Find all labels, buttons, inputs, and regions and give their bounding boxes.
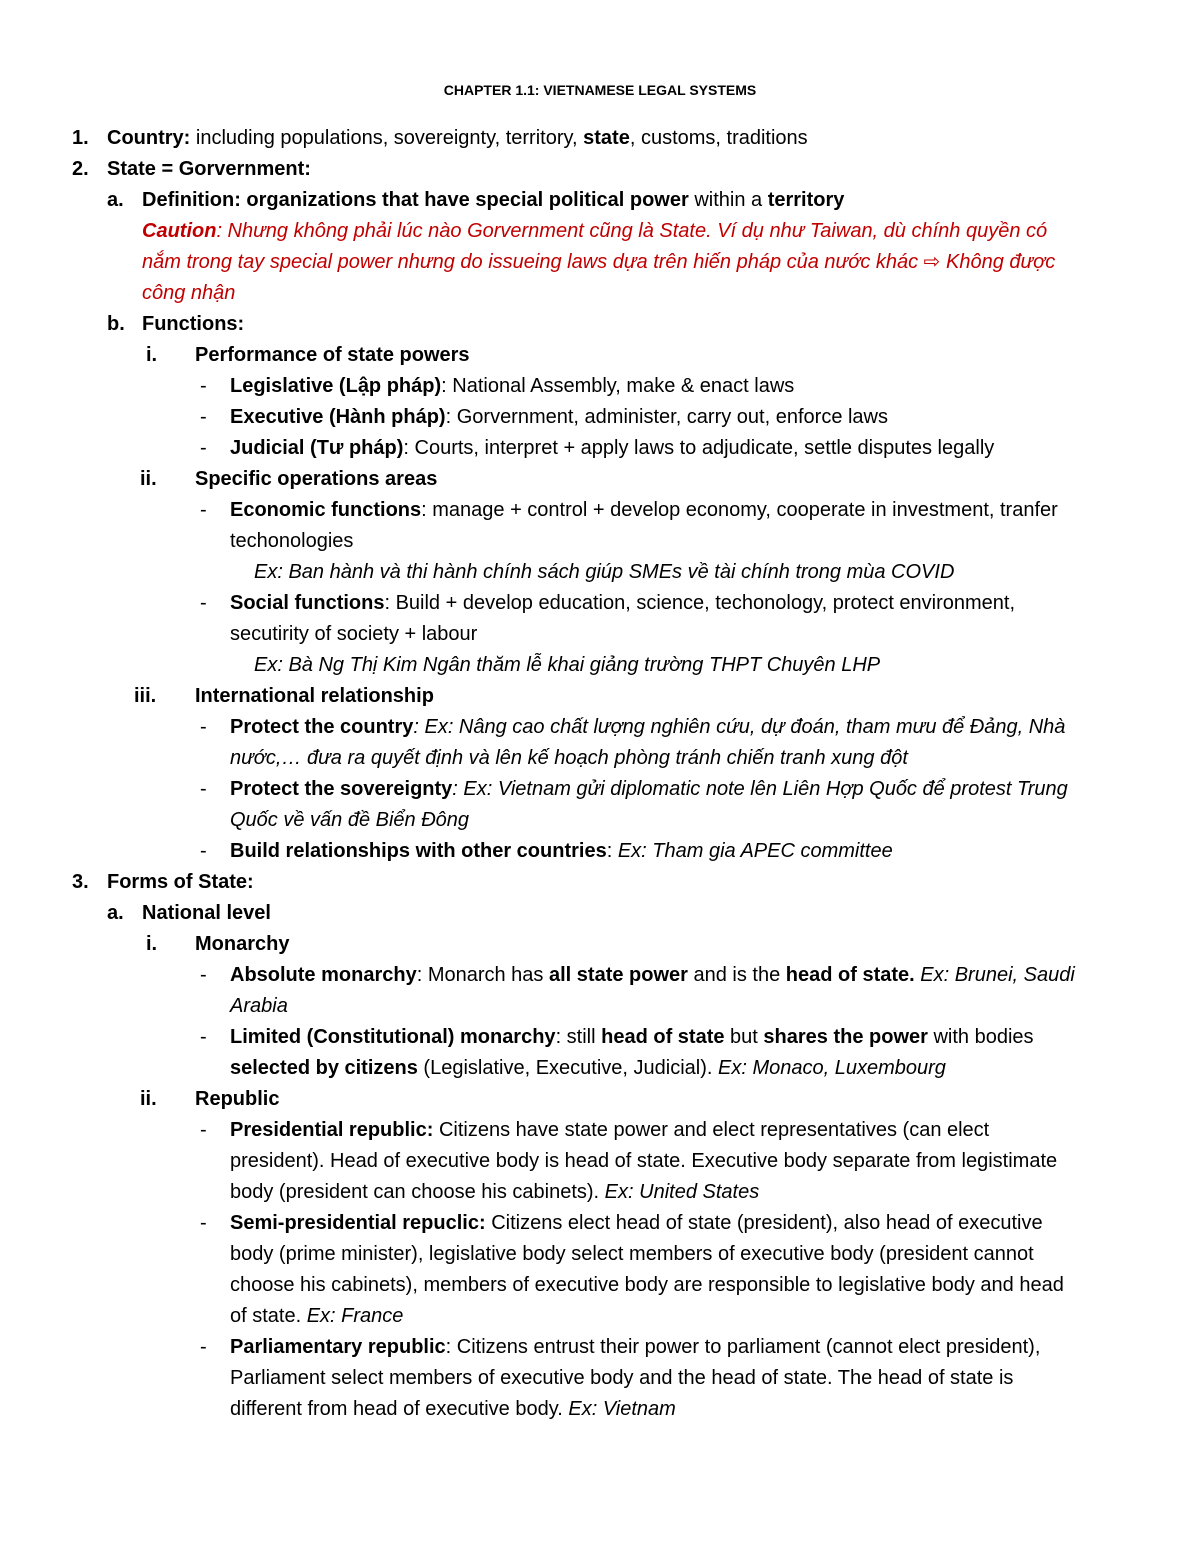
- performance-heading: Performance of state powers: [195, 344, 470, 366]
- presidential-line-2: president). Head of executive body is head of state. Executive body separate from legistimate: [230, 1150, 1058, 1172]
- dash-bullet: -: [200, 1026, 207, 1048]
- list-roman: i.: [146, 344, 158, 366]
- definition-line: Definition: organizations that have special political power within a territory: [142, 189, 845, 211]
- semi-presidential-line-4: of state. Ex: France: [230, 1305, 404, 1327]
- limited-monarchy-line-1: Limited (Constitutional) monarchy: still head of state but shares the power with bodies: [230, 1026, 1034, 1048]
- national-level-heading: National level: [142, 902, 271, 924]
- state-heading: State = Gorvernment:: [107, 158, 311, 180]
- republic-heading: Republic: [195, 1088, 280, 1110]
- caution-line-2: nắm trong tay special power nhưng do issueing laws dựa trên hiến pháp của nước khác ⇨ Không được: [142, 251, 1056, 273]
- list-roman: ii.: [140, 468, 157, 490]
- semi-presidential-line-3: choose his cabinets), members of executive body are responsible to legislative body and head: [230, 1274, 1064, 1296]
- list-roman: ii.: [140, 1088, 157, 1110]
- build-relationships-line: Build relationships with other countries: Ex: Tham gia APEC committee: [230, 840, 893, 862]
- dash-bullet: -: [200, 499, 207, 521]
- country-label: Country:: [107, 127, 191, 149]
- monarchy-heading: Monarchy: [195, 933, 290, 955]
- protect-country-line-2: nước,… đưa ra quyết định và lên kế hoạch phòng tránh chiến tranh xung đột: [230, 747, 908, 769]
- semi-presidential-line-1: Semi-presidential repuclic: Citizens elect head of state (president), also head of executive: [230, 1212, 1043, 1234]
- dash-bullet: -: [200, 964, 207, 986]
- executive-line: Executive (Hành pháp): Gorvernment, administer, carry out, enforce laws: [230, 406, 889, 428]
- absolute-monarchy-line-2: Arabia: [230, 995, 288, 1017]
- specific-heading: Specific operations areas: [195, 468, 438, 490]
- list-roman: iii.: [134, 685, 157, 707]
- country-line: Country: including populations, sovereignty, territory, state, customs, traditions: [107, 127, 808, 149]
- semi-presidential-line-2: body (prime minister), legislative body select members of executive body (president cannot: [230, 1243, 1034, 1265]
- parliamentary-line-2: Parliament select members of executive body and the head of state. The head of state is: [230, 1367, 1014, 1389]
- protect-sovereignty-line-1: Protect the sovereignty: Ex: Vietnam gửi diplomatic note lên Liên Hợp Quốc để protest Trung: [230, 778, 1068, 800]
- international-heading: International relationship: [195, 685, 434, 707]
- dash-bullet: -: [200, 778, 207, 800]
- caution-line-1: Caution: Nhưng không phải lúc nào Gorvernment cũng là State. Ví dụ như Taiwan, dù chính quyền có: [142, 220, 1048, 242]
- parliamentary-line-1: Parliamentary republic: Citizens entrust their power to parliament (cannot elect president),: [230, 1336, 1041, 1358]
- list-roman: i.: [146, 933, 158, 955]
- dash-bullet: -: [200, 406, 207, 428]
- dash-bullet: -: [200, 437, 207, 459]
- economic-example: Ex: Ban hành và thi hành chính sách giúp SMEs về tài chính trong mùa COVID: [254, 561, 955, 583]
- social-example: Ex: Bà Ng Thị Kim Ngân thăm lễ khai giảng trường THPT Chuyên LHP: [254, 654, 881, 676]
- functions-heading: Functions:: [142, 313, 245, 335]
- economic-line-2: techonologies: [230, 530, 354, 552]
- limited-monarchy-line-2: selected by citizens (Legislative, Executive, Judicial). Ex: Monaco, Luxembourg: [230, 1057, 946, 1079]
- page-title: CHAPTER 1.1: VIETNAMESE LEGAL SYSTEMS: [443, 82, 757, 98]
- social-line-2: secutirity of society + labour: [230, 623, 478, 645]
- dash-bullet: -: [200, 592, 207, 614]
- dash-bullet: -: [200, 840, 207, 862]
- list-number: 3.: [72, 871, 89, 893]
- parliamentary-line-3: different from head of executive body. Ex: Vietnam: [230, 1398, 676, 1420]
- caution-line-3: công nhận: [142, 282, 236, 304]
- list-letter: a.: [107, 902, 124, 924]
- dash-bullet: -: [200, 375, 207, 397]
- absolute-monarchy-line-1: Absolute monarchy: Monarch has all state power and is the head of state. Ex: Brunei, Saudi: [230, 964, 1075, 986]
- dash-bullet: -: [200, 1119, 207, 1141]
- dash-bullet: -: [200, 1336, 207, 1358]
- legislative-line: Legislative (Lập pháp): National Assembly, make & enact laws: [230, 375, 795, 397]
- protect-country-line-1: Protect the country: Ex: Nâng cao chất lượng nghiên cứu, dự đoán, tham mưu để Đảng, Nhà: [230, 716, 1066, 738]
- dash-bullet: -: [200, 1212, 207, 1234]
- presidential-line-3: body (president can choose his cabinets). Ex: United States: [230, 1181, 760, 1203]
- economic-line-1: Economic functions: manage + control + develop economy, cooperate in investment, tranfer: [230, 499, 1058, 521]
- social-line-1: Social functions: Build + develop education, science, techonology, protect environment,: [230, 592, 1016, 614]
- list-letter: b.: [107, 313, 125, 335]
- dash-bullet: -: [200, 716, 207, 738]
- presidential-line-1: Presidential republic: Citizens have state power and elect representatives (can elect: [230, 1119, 990, 1141]
- caution-label: Caution: [142, 220, 217, 242]
- forms-heading: Forms of State:: [107, 871, 254, 893]
- list-letter: a.: [107, 189, 124, 211]
- judicial-line: Judicial (Tư pháp): Courts, interpret + apply laws to adjudicate, settle disputes legally: [230, 437, 995, 459]
- protect-sovereignty-line-2: Quốc về vấn đề Biển Đông: [230, 809, 470, 831]
- list-number: 2.: [72, 158, 89, 180]
- list-number: 1.: [72, 127, 89, 149]
